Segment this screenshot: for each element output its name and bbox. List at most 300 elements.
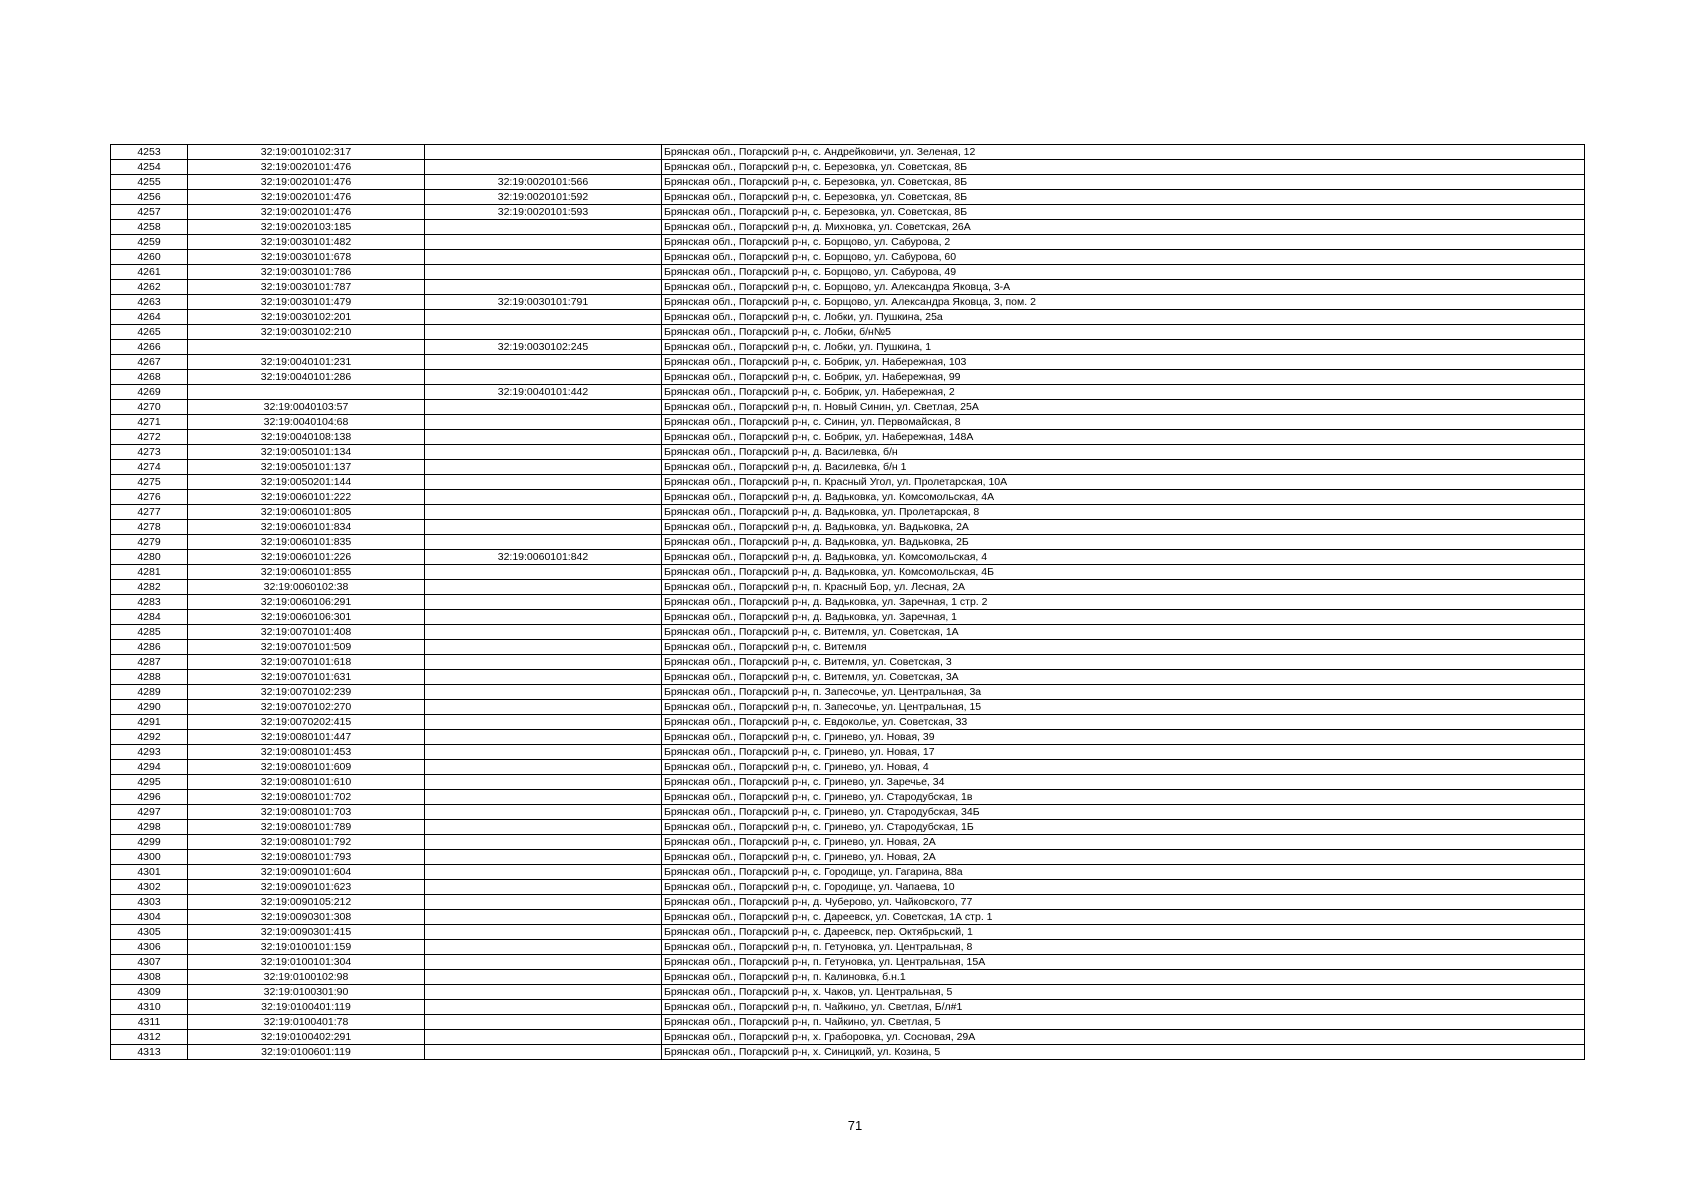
- address-cell: Брянская обл., Погарский р-н, д. Вадьковка, ул. Заречная, 1 стр. 2: [662, 595, 1585, 610]
- address-cell: Брянская обл., Погарский р-н, с. Гринево, ул. Стародубская, 34Б: [662, 805, 1585, 820]
- table-row: [111, 970, 1585, 985]
- address-cell: Брянская обл., Погарский р-н, с. Витемля, ул. Советская, 3: [662, 655, 1585, 670]
- address-cell: Брянская обл., Погарский р-н, д. Вадьковка, ул. Вадьковка, 2Б: [662, 535, 1585, 550]
- table-row: [111, 880, 1585, 895]
- address-cell: Брянская обл., Погарский р-н, с. Гринево, ул. Стародубская, 1Б: [662, 820, 1585, 835]
- table-row: [111, 1015, 1585, 1030]
- row-number-cell: 4297: [111, 805, 188, 820]
- table-row: [111, 565, 1585, 580]
- related-cadastral-number-cell: [425, 655, 662, 670]
- table-row: [111, 220, 1585, 235]
- row-number-cell: 4272: [111, 430, 188, 445]
- cadastral-number-cell: 32:19:0090105:212: [188, 895, 425, 910]
- cadastral-number-cell: 32:19:0020103:185: [188, 220, 425, 235]
- row-number-cell: 4269: [111, 385, 188, 400]
- related-cadastral-number-cell: [425, 565, 662, 580]
- related-cadastral-number-cell: 32:19:0060101:842: [425, 550, 662, 565]
- related-cadastral-number-cell: [425, 1015, 662, 1030]
- address-cell: Брянская обл., Погарский р-н, с. Борщово, ул. Сабурова, 60: [662, 250, 1585, 265]
- related-cadastral-number-cell: [425, 355, 662, 370]
- row-number-cell: 4298: [111, 820, 188, 835]
- table-row: [111, 550, 1585, 565]
- cadastral-number-cell: 32:19:0040101:231: [188, 355, 425, 370]
- table-row: [111, 925, 1585, 940]
- cadastral-number-cell: 32:19:0070102:270: [188, 700, 425, 715]
- related-cadastral-number-cell: [425, 235, 662, 250]
- row-number-cell: 4270: [111, 400, 188, 415]
- table-row: [111, 250, 1585, 265]
- cadastral-number-cell: 32:19:0070101:509: [188, 640, 425, 655]
- row-number-cell: 4312: [111, 1030, 188, 1045]
- row-number-cell: 4254: [111, 160, 188, 175]
- address-cell: Брянская обл., Погарский р-н, с. Дареевск, ул. Советская, 1А стр. 1: [662, 910, 1585, 925]
- address-cell: Брянская обл., Погарский р-н, п. Гетуновка, ул. Центральная, 8: [662, 940, 1585, 955]
- related-cadastral-number-cell: [425, 250, 662, 265]
- table-row: [111, 985, 1585, 1000]
- table-row: [111, 1030, 1585, 1045]
- row-number-cell: 4311: [111, 1015, 188, 1030]
- row-number-cell: 4271: [111, 415, 188, 430]
- cadastral-number-cell: 32:19:0020101:476: [188, 190, 425, 205]
- row-number-cell: 4258: [111, 220, 188, 235]
- related-cadastral-number-cell: [425, 370, 662, 385]
- table-row: [111, 580, 1585, 595]
- related-cadastral-number-cell: [425, 850, 662, 865]
- cadastral-number-cell: 32:19:0030101:479: [188, 295, 425, 310]
- address-cell: Брянская обл., Погарский р-н, с. Гринево, ул. Новая, 2А: [662, 835, 1585, 850]
- related-cadastral-number-cell: [425, 895, 662, 910]
- row-number-cell: 4295: [111, 775, 188, 790]
- address-cell: Брянская обл., Погарский р-н, д. Вадьковка, ул. Заречная, 1: [662, 610, 1585, 625]
- table-row: [111, 640, 1585, 655]
- related-cadastral-number-cell: [425, 415, 662, 430]
- related-cadastral-number-cell: [425, 595, 662, 610]
- table-row: [111, 790, 1585, 805]
- cadastral-number-cell: 32:19:0030102:210: [188, 325, 425, 340]
- cadastral-number-cell: 32:19:0100401:78: [188, 1015, 425, 1030]
- cadastral-number-cell: 32:19:0070101:408: [188, 625, 425, 640]
- address-cell: Брянская обл., Погарский р-н, с. Гринево, ул. Новая, 2А: [662, 850, 1585, 865]
- address-cell: Брянская обл., Погарский р-н, с. Гринево, ул. Новая, 39: [662, 730, 1585, 745]
- table-row: [111, 490, 1585, 505]
- cadastral-number-cell: 32:19:0070202:415: [188, 715, 425, 730]
- related-cadastral-number-cell: [425, 790, 662, 805]
- related-cadastral-number-cell: 32:19:0030101:791: [425, 295, 662, 310]
- row-number-cell: 4285: [111, 625, 188, 640]
- related-cadastral-number-cell: [425, 955, 662, 970]
- table-row: [111, 325, 1585, 340]
- row-number-cell: 4299: [111, 835, 188, 850]
- cadastral-number-cell: 32:19:0040104:68: [188, 415, 425, 430]
- address-cell: Брянская обл., Погарский р-н, д. Чуберово, ул. Чайковского, 77: [662, 895, 1585, 910]
- related-cadastral-number-cell: [425, 880, 662, 895]
- table-row: [111, 160, 1585, 175]
- row-number-cell: 4307: [111, 955, 188, 970]
- related-cadastral-number-cell: [425, 445, 662, 460]
- row-number-cell: 4293: [111, 745, 188, 760]
- related-cadastral-number-cell: [425, 985, 662, 1000]
- related-cadastral-number-cell: [425, 610, 662, 625]
- related-cadastral-number-cell: [425, 160, 662, 175]
- cadastral-number-cell: 32:19:0100402:291: [188, 1030, 425, 1045]
- related-cadastral-number-cell: [425, 760, 662, 775]
- address-cell: Брянская обл., Погарский р-н, с. Бобрик, ул. Набережная, 99: [662, 370, 1585, 385]
- cadastral-number-cell: 32:19:0060101:226: [188, 550, 425, 565]
- row-number-cell: 4277: [111, 505, 188, 520]
- address-cell: Брянская обл., Погарский р-н, с. Синин, ул. Первомайская, 8: [662, 415, 1585, 430]
- address-cell: Брянская обл., Погарский р-н, с. Гринево, ул. Стародубская, 1в: [662, 790, 1585, 805]
- cadastral-number-cell: 32:19:0080101:609: [188, 760, 425, 775]
- address-cell: Брянская обл., Погарский р-н, д. Михновка, ул. Советская, 26А: [662, 220, 1585, 235]
- row-number-cell: 4278: [111, 520, 188, 535]
- address-cell: Брянская обл., Погарский р-н, с. Евдоколье, ул. Советская, 33: [662, 715, 1585, 730]
- table-row: [111, 910, 1585, 925]
- cadastral-number-cell: 32:19:0080101:703: [188, 805, 425, 820]
- cadastral-number-cell: 32:19:0040101:286: [188, 370, 425, 385]
- row-number-cell: 4287: [111, 655, 188, 670]
- address-cell: Брянская обл., Погарский р-н, с. Лобки, ул. Пушкина, 1: [662, 340, 1585, 355]
- cadastral-number-cell: 32:19:0080101:789: [188, 820, 425, 835]
- cadastral-number-cell: 32:19:0040108:138: [188, 430, 425, 445]
- related-cadastral-number-cell: [425, 490, 662, 505]
- address-cell: Брянская обл., Погарский р-н, п. Чайкино, ул. Светлая, Б/л#1: [662, 1000, 1585, 1015]
- row-number-cell: 4262: [111, 280, 188, 295]
- related-cadastral-number-cell: 32:19:0030102:245: [425, 340, 662, 355]
- cadastral-number-cell: 32:19:0030101:678: [188, 250, 425, 265]
- related-cadastral-number-cell: [425, 535, 662, 550]
- related-cadastral-number-cell: [425, 280, 662, 295]
- table-row: [111, 955, 1585, 970]
- address-cell: Брянская обл., Погарский р-н, д. Вадьковка, ул. Комсомольская, 4Б: [662, 565, 1585, 580]
- address-cell: Брянская обл., Погарский р-н, с. Борщово, ул. Александра Яковца, 3, пом. 2: [662, 295, 1585, 310]
- row-number-cell: 4290: [111, 700, 188, 715]
- row-number-cell: 4264: [111, 310, 188, 325]
- table-row: [111, 370, 1585, 385]
- address-cell: Брянская обл., Погарский р-н, д. Вадьковка, ул. Комсомольская, 4А: [662, 490, 1585, 505]
- related-cadastral-number-cell: [425, 145, 662, 160]
- address-cell: Брянская обл., Погарский р-н, с. Борщово, ул. Александра Яковца, 3-А: [662, 280, 1585, 295]
- row-number-cell: 4283: [111, 595, 188, 610]
- table-row: [111, 850, 1585, 865]
- related-cadastral-number-cell: [425, 835, 662, 850]
- address-cell: Брянская обл., Погарский р-н, с. Бобрик, ул. Набережная, 2: [662, 385, 1585, 400]
- table-row: [111, 445, 1585, 460]
- table-row: [111, 460, 1585, 475]
- cadastral-number-cell: 32:19:0100102:98: [188, 970, 425, 985]
- table-row: [111, 685, 1585, 700]
- table-row: [111, 595, 1585, 610]
- address-cell: Брянская обл., Погарский р-н, п. Запесочье, ул. Центральная, 3а: [662, 685, 1585, 700]
- related-cadastral-number-cell: [425, 730, 662, 745]
- cadastral-number-cell: 32:19:0030101:482: [188, 235, 425, 250]
- related-cadastral-number-cell: [425, 925, 662, 940]
- table-row: [111, 145, 1585, 160]
- table-row: [111, 175, 1585, 190]
- address-cell: Брянская обл., Погарский р-н, с. Городище, ул. Чапаева, 10: [662, 880, 1585, 895]
- row-number-cell: 4280: [111, 550, 188, 565]
- table-row: [111, 865, 1585, 880]
- cadastral-number-cell: 32:19:0080101:610: [188, 775, 425, 790]
- cadastral-number-cell: 32:19:0060101:222: [188, 490, 425, 505]
- table-row: [111, 835, 1585, 850]
- row-number-cell: 4261: [111, 265, 188, 280]
- cadastral-number-cell: 32:19:0100101:159: [188, 940, 425, 955]
- row-number-cell: 4282: [111, 580, 188, 595]
- row-number-cell: 4309: [111, 985, 188, 1000]
- related-cadastral-number-cell: [425, 1045, 662, 1060]
- related-cadastral-number-cell: [425, 805, 662, 820]
- cadastral-number-cell: 32:19:0100301:90: [188, 985, 425, 1000]
- address-cell: Брянская обл., Погарский р-н, с. Бобрик, ул. Набережная, 103: [662, 355, 1585, 370]
- cadastral-number-cell: [188, 385, 425, 400]
- row-number-cell: 4294: [111, 760, 188, 775]
- row-number-cell: 4291: [111, 715, 188, 730]
- address-cell: Брянская обл., Погарский р-н, п. Красный Бор, ул. Лесная, 2А: [662, 580, 1585, 595]
- related-cadastral-number-cell: [425, 430, 662, 445]
- row-number-cell: 4253: [111, 145, 188, 160]
- cadastral-number-cell: 32:19:0100101:304: [188, 955, 425, 970]
- address-cell: Брянская обл., Погарский р-н, с. Дареевск, пер. Октябрьский, 1: [662, 925, 1585, 940]
- address-cell: Брянская обл., Погарский р-н, с. Витемля: [662, 640, 1585, 655]
- row-number-cell: 4288: [111, 670, 188, 685]
- table-row: [111, 610, 1585, 625]
- cadastral-number-cell: 32:19:0020101:476: [188, 205, 425, 220]
- table-row: [111, 895, 1585, 910]
- address-cell: Брянская обл., Погарский р-н, х. Чаков, ул. Центральная, 5: [662, 985, 1585, 1000]
- cadastral-number-cell: 32:19:0060101:805: [188, 505, 425, 520]
- table-row: [111, 385, 1585, 400]
- address-cell: Брянская обл., Погарский р-н, с. Гринево, ул. Новая, 4: [662, 760, 1585, 775]
- table-row: [111, 295, 1585, 310]
- cadastral-number-cell: 32:19:0050101:134: [188, 445, 425, 460]
- table-row: [111, 1000, 1585, 1015]
- table-row: [111, 310, 1585, 325]
- row-number-cell: 4306: [111, 940, 188, 955]
- table-row: [111, 775, 1585, 790]
- related-cadastral-number-cell: [425, 670, 662, 685]
- table-row: [111, 520, 1585, 535]
- table-row: [111, 715, 1585, 730]
- table-row: [111, 820, 1585, 835]
- table-row: [111, 190, 1585, 205]
- cadastral-number-cell: 32:19:0020101:476: [188, 160, 425, 175]
- row-number-cell: 4281: [111, 565, 188, 580]
- address-cell: Брянская обл., Погарский р-н, п. Калиновка, б.н.1: [662, 970, 1585, 985]
- address-cell: Брянская обл., Погарский р-н, с. Березовка, ул. Советская, 8Б: [662, 175, 1585, 190]
- cadastral-number-cell: 32:19:0010102:317: [188, 145, 425, 160]
- table-row: [111, 205, 1585, 220]
- table-row: [111, 505, 1585, 520]
- related-cadastral-number-cell: 32:19:0040101:442: [425, 385, 662, 400]
- row-number-cell: 4275: [111, 475, 188, 490]
- row-number-cell: 4255: [111, 175, 188, 190]
- address-cell: Брянская обл., Погарский р-н, д. Василевка, б/н: [662, 445, 1585, 460]
- row-number-cell: 4296: [111, 790, 188, 805]
- related-cadastral-number-cell: [425, 325, 662, 340]
- cadastral-number-cell: 32:19:0080101:702: [188, 790, 425, 805]
- cadastral-number-cell: 32:19:0070102:239: [188, 685, 425, 700]
- related-cadastral-number-cell: [425, 400, 662, 415]
- row-number-cell: 4276: [111, 490, 188, 505]
- cadastral-number-cell: 32:19:0030102:201: [188, 310, 425, 325]
- row-number-cell: 4256: [111, 190, 188, 205]
- related-cadastral-number-cell: [425, 700, 662, 715]
- cadastral-number-cell: 32:19:0090301:308: [188, 910, 425, 925]
- row-number-cell: 4279: [111, 535, 188, 550]
- related-cadastral-number-cell: [425, 475, 662, 490]
- table-row: [111, 730, 1585, 745]
- row-number-cell: 4274: [111, 460, 188, 475]
- address-cell: Брянская обл., Погарский р-н, с. Городище, ул. Гагарина, 88а: [662, 865, 1585, 880]
- row-number-cell: 4266: [111, 340, 188, 355]
- row-number-cell: 4267: [111, 355, 188, 370]
- related-cadastral-number-cell: [425, 865, 662, 880]
- address-cell: Брянская обл., Погарский р-н, с. Витемля, ул. Советская, 1А: [662, 625, 1585, 640]
- cadastral-number-cell: 32:19:0080101:793: [188, 850, 425, 865]
- table-row: [111, 280, 1585, 295]
- address-cell: Брянская обл., Погарский р-н, п. Запесочье, ул. Центральная, 15: [662, 700, 1585, 715]
- cadastral-number-cell: [188, 340, 425, 355]
- related-cadastral-number-cell: [425, 820, 662, 835]
- table-row: [111, 535, 1585, 550]
- cadastral-number-cell: 32:19:0050101:137: [188, 460, 425, 475]
- address-cell: Брянская обл., Погарский р-н, с. Гринево, ул. Новая, 17: [662, 745, 1585, 760]
- row-number-cell: 4259: [111, 235, 188, 250]
- related-cadastral-number-cell: [425, 520, 662, 535]
- table-row: [111, 700, 1585, 715]
- cadastral-number-cell: 32:19:0040103:57: [188, 400, 425, 415]
- table-row: [111, 415, 1585, 430]
- property-register-table: [110, 144, 1585, 1060]
- related-cadastral-number-cell: [425, 1000, 662, 1015]
- address-cell: Брянская обл., Погарский р-н, д. Вадьковка, ул. Вадьковка, 2А: [662, 520, 1585, 535]
- address-cell: Брянская обл., Погарский р-н, п. Чайкино, ул. Светлая, 5: [662, 1015, 1585, 1030]
- table-row: [111, 265, 1585, 280]
- cadastral-number-cell: 32:19:0070101:618: [188, 655, 425, 670]
- related-cadastral-number-cell: [425, 640, 662, 655]
- related-cadastral-number-cell: [425, 745, 662, 760]
- cadastral-number-cell: 32:19:0080101:792: [188, 835, 425, 850]
- address-cell: Брянская обл., Погарский р-н, с. Березовка, ул. Советская, 8Б: [662, 160, 1585, 175]
- cadastral-number-cell: 32:19:0060106:301: [188, 610, 425, 625]
- related-cadastral-number-cell: 32:19:0020101:593: [425, 205, 662, 220]
- cadastral-number-cell: 32:19:0060101:835: [188, 535, 425, 550]
- related-cadastral-number-cell: [425, 910, 662, 925]
- cadastral-number-cell: 32:19:0060106:291: [188, 595, 425, 610]
- row-number-cell: 4284: [111, 610, 188, 625]
- table-row: [111, 760, 1585, 775]
- row-number-cell: 4260: [111, 250, 188, 265]
- cadastral-number-cell: 32:19:0080101:447: [188, 730, 425, 745]
- related-cadastral-number-cell: [425, 970, 662, 985]
- related-cadastral-number-cell: [425, 775, 662, 790]
- address-cell: Брянская обл., Погарский р-н, с. Витемля, ул. Советская, 3А: [662, 670, 1585, 685]
- address-cell: Брянская обл., Погарский р-н, с. Гринево, ул. Заречье, 34: [662, 775, 1585, 790]
- row-number-cell: 4313: [111, 1045, 188, 1060]
- cadastral-number-cell: 32:19:0090101:604: [188, 865, 425, 880]
- address-cell: Брянская обл., Погарский р-н, д. Вадьковка, ул. Комсомольская, 4: [662, 550, 1585, 565]
- related-cadastral-number-cell: [425, 1030, 662, 1045]
- related-cadastral-number-cell: [425, 625, 662, 640]
- cadastral-number-cell: 32:19:0030101:787: [188, 280, 425, 295]
- address-cell: Брянская обл., Погарский р-н, с. Лобки, ул. Пушкина, 25а: [662, 310, 1585, 325]
- page-number: 71: [847, 1118, 863, 1133]
- cadastral-number-cell: 32:19:0020101:476: [188, 175, 425, 190]
- table-row: [111, 655, 1585, 670]
- row-number-cell: 4286: [111, 640, 188, 655]
- address-cell: Брянская обл., Погарский р-н, п. Гетуновка, ул. Центральная, 15А: [662, 955, 1585, 970]
- related-cadastral-number-cell: [425, 220, 662, 235]
- row-number-cell: 4268: [111, 370, 188, 385]
- related-cadastral-number-cell: [425, 460, 662, 475]
- cadastral-number-cell: 32:19:0060101:855: [188, 565, 425, 580]
- related-cadastral-number-cell: [425, 715, 662, 730]
- table-row: [111, 1045, 1585, 1060]
- cadastral-number-cell: 32:19:0050201:144: [188, 475, 425, 490]
- row-number-cell: 4263: [111, 295, 188, 310]
- row-number-cell: 4301: [111, 865, 188, 880]
- cadastral-number-cell: 32:19:0070101:631: [188, 670, 425, 685]
- table-row: [111, 670, 1585, 685]
- related-cadastral-number-cell: [425, 505, 662, 520]
- related-cadastral-number-cell: [425, 265, 662, 280]
- row-number-cell: 4289: [111, 685, 188, 700]
- address-cell: Брянская обл., Погарский р-н, с. Лобки, б/н№5: [662, 325, 1585, 340]
- related-cadastral-number-cell: [425, 685, 662, 700]
- row-number-cell: 4304: [111, 910, 188, 925]
- related-cadastral-number-cell: [425, 940, 662, 955]
- cadastral-number-cell: 32:19:0100401:119: [188, 1000, 425, 1015]
- address-cell: Брянская обл., Погарский р-н, п. Красный Угол, ул. Пролетарская, 10А: [662, 475, 1585, 490]
- table-row: [111, 400, 1585, 415]
- row-number-cell: 4303: [111, 895, 188, 910]
- row-number-cell: 4308: [111, 970, 188, 985]
- table-row: [111, 940, 1585, 955]
- table-row: [111, 430, 1585, 445]
- table-row: [111, 805, 1585, 820]
- row-number-cell: 4302: [111, 880, 188, 895]
- cadastral-number-cell: 32:19:0100601:119: [188, 1045, 425, 1060]
- address-cell: Брянская обл., Погарский р-н, х. Граборовка, ул. Сосновая, 29А: [662, 1030, 1585, 1045]
- cadastral-number-cell: 32:19:0030101:786: [188, 265, 425, 280]
- cadastral-number-cell: 32:19:0090101:623: [188, 880, 425, 895]
- cadastral-number-cell: 32:19:0060101:834: [188, 520, 425, 535]
- address-cell: Брянская обл., Погарский р-н, п. Новый Синин, ул. Светлая, 25А: [662, 400, 1585, 415]
- row-number-cell: 4300: [111, 850, 188, 865]
- address-cell: Брянская обл., Погарский р-н, с. Борщово, ул. Сабурова, 2: [662, 235, 1585, 250]
- table-body: [111, 145, 1585, 1060]
- row-number-cell: 4305: [111, 925, 188, 940]
- related-cadastral-number-cell: 32:19:0020101:592: [425, 190, 662, 205]
- row-number-cell: 4265: [111, 325, 188, 340]
- address-cell: Брянская обл., Погарский р-н, х. Синицкий, ул. Козина, 5: [662, 1045, 1585, 1060]
- cadastral-number-cell: 32:19:0080101:453: [188, 745, 425, 760]
- address-cell: Брянская обл., Погарский р-н, с. Бобрик, ул. Набережная, 148А: [662, 430, 1585, 445]
- row-number-cell: 4257: [111, 205, 188, 220]
- table-row: [111, 340, 1585, 355]
- related-cadastral-number-cell: 32:19:0020101:566: [425, 175, 662, 190]
- address-cell: Брянская обл., Погарский р-н, с. Березовка, ул. Советская, 8Б: [662, 205, 1585, 220]
- table-row: [111, 745, 1585, 760]
- cadastral-number-cell: 32:19:0090301:415: [188, 925, 425, 940]
- row-number-cell: 4310: [111, 1000, 188, 1015]
- table-row: [111, 235, 1585, 250]
- related-cadastral-number-cell: [425, 310, 662, 325]
- related-cadastral-number-cell: [425, 580, 662, 595]
- row-number-cell: 4273: [111, 445, 188, 460]
- table-row: [111, 625, 1585, 640]
- row-number-cell: 4292: [111, 730, 188, 745]
